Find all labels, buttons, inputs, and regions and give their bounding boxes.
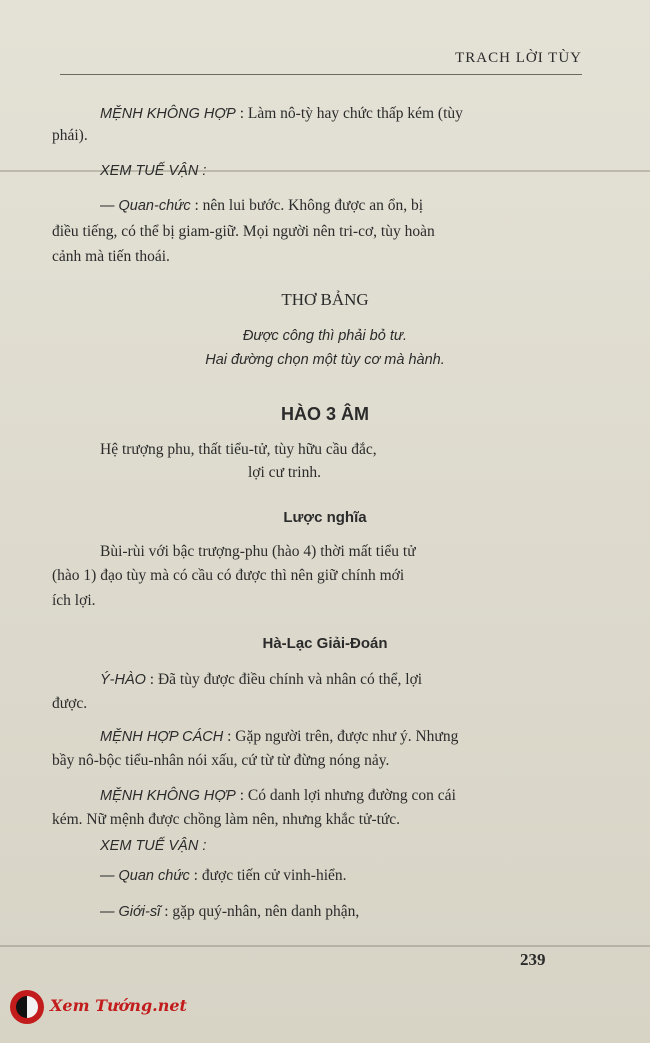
quan-chuc-label: — Quan-chức (100, 198, 191, 214)
ha-lac-title: Hà-Lạc Giải-Đoán (262, 635, 388, 652)
menh-hop-cach-cont: bầy nô-bộc tiểu-nhân nói xấu, cứ từ từ đừng nóng nảy. (52, 752, 390, 769)
hao-3-am-title: HÀO 3 ÂM (280, 404, 369, 424)
menh-khong-hop-2-cont: kém. Nữ mệnh được chồng làm nên, nhưng khắc tử-tức. (52, 811, 401, 828)
menh-hop-cach-text: : Gặp người trên, được như ý. Nhưng (227, 728, 459, 745)
y-hao-label: Ý-HÀO (100, 672, 146, 688)
xem-tue-van-heading-2: XEM TUẾ VẬN : (100, 838, 207, 854)
menh-khong-hop-2-label: MỆNH KHÔNG HỢP (100, 788, 236, 804)
menh-khong-hop-label: MỆNH KHÔNG HỢP (100, 106, 236, 122)
y-hao-line (100, 670, 422, 690)
poem-line-2: Hai đường chọn một tùy cơ mà hành. (205, 352, 445, 368)
menh-khong-hop-2-line (100, 786, 456, 806)
quan-chuc-line (100, 196, 423, 216)
quan-chuc-line-3: cảnh mà tiến thoái. (52, 248, 170, 265)
menh-khong-hop-2-text: : Có danh lợi nhưng đường con cái (239, 787, 456, 804)
gioi-si-text: : gặp quý-nhân, nên danh phận, (164, 903, 360, 920)
hao-text-line-1: Hệ trượng phu, thất tiểu-tử, tùy hữu cầu đắc, (100, 441, 377, 458)
running-header: TRACH LỜI TÙY (455, 50, 582, 66)
menh-khong-hop-cont: phái). (52, 127, 88, 144)
quan-chuc-text: : nên lui bước. Không được an ổn, bị (194, 197, 424, 214)
header-rule (60, 74, 582, 75)
y-hao-text: : Đã tùy được điều chính và nhân có thể, lợi (149, 671, 423, 688)
yin-yang-symbol (16, 996, 38, 1018)
quan-chuc-2-label: — Quan chức (100, 868, 190, 884)
hao-text-line-2: lợi cư trinh. (248, 464, 321, 481)
tho-bang-title: THƠ BẢNG (281, 290, 369, 309)
menh-hop-cach-label: MỆNH HỢP CÁCH (100, 729, 224, 745)
gioi-si-line (100, 902, 359, 922)
site-watermark[interactable] (6, 988, 196, 1028)
gioi-si-label: — Giới-sĩ (100, 904, 161, 920)
quan-chuc-2-text: : được tiến cử vinh-hiển. (193, 867, 347, 884)
poem-line-1: Được công thì phải bỏ tư. (242, 328, 408, 344)
menh-khong-hop-text: : Làm nô-tỳ hay chức thấp kém (tùy (239, 105, 463, 122)
quan-chuc-line-2: điều tiếng, có thể bị giam-giữ. Mọi người nên tri-cơ, tùy hoàn (52, 223, 435, 240)
luoc-nghia-line-3: ích lợi. (52, 592, 96, 609)
menh-khong-hop-line (100, 104, 463, 124)
quan-chuc-2-line (100, 866, 347, 886)
xem-tue-van-heading: XEM TUẾ VẬN : (100, 163, 207, 179)
menh-hop-cach-line (100, 727, 458, 747)
page-fold (0, 945, 650, 947)
y-hao-cont: được. (52, 695, 88, 712)
luoc-nghia-line-2: (hào 1) đạo tùy mà có cầu có được thì nên giữ chính mới (52, 567, 405, 584)
page-fold (0, 170, 650, 172)
page-number: 239 (520, 950, 546, 969)
luoc-nghia-line-1: Bùi-rùi với bậc trượng-phu (hào 4) thời mất tiểu tử (100, 543, 416, 560)
watermark-text: Xem Tướng.net (50, 996, 187, 1015)
luoc-nghia-title: Lược nghĩa (283, 509, 367, 526)
